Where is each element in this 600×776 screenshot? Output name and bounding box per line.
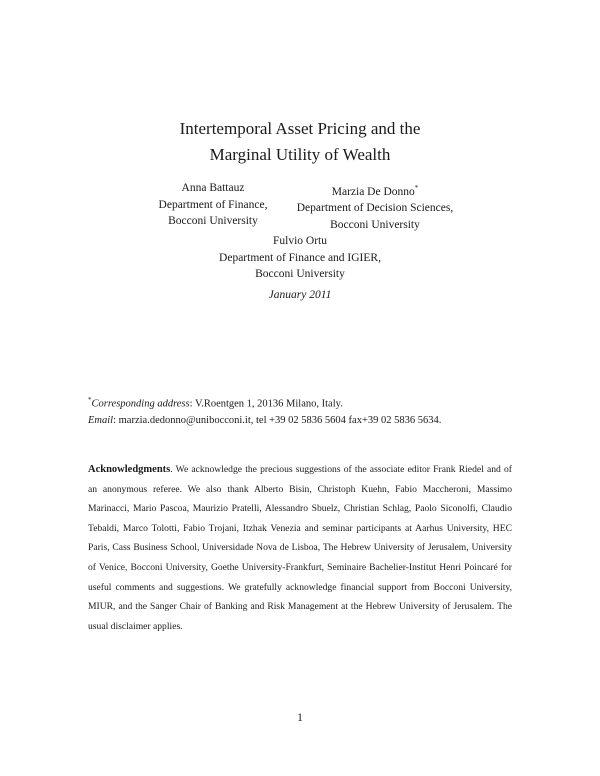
author-affiliation: Department of Finance, [158,198,268,211]
author-name-line [283,180,467,200]
address-label: Corresponding address [91,398,190,410]
page-number: 1 [297,712,303,724]
author-affiliation: Department of Decision Sciences, [296,202,454,215]
email-label: Email [88,415,114,426]
footnote-email [88,410,518,432]
author-name: Anna Battauz [181,182,245,194]
author-affiliation: Department of Finance and IGIER, [219,251,381,264]
address-text: : V.Roentgen 1, 20136 Milano, Italy. [189,398,343,410]
acknowledgments-text: . We acknowledge the precious suggestions of the associate editor Frank Riedel and of an anonymous referee. We also thank Alberto Bisin, Christoph Kuehn, Fabio Maccheroni, Massimo Marinacci, Mario Pascoa, Maurizio Pratelli, Alessandro Sbuelz, Christian Schlag, Paolo Siconolfi, Claudio Tebaldi, Marco Tolotti, Fabio Trojani, Itzhak Venezia and seminar participants at Aarhus University, HEC Paris, Cass Business School, Universidade Nova de Lisboa, The Hebrew University of Jerusalem, University of Venice, Bocconi University, Goethe University-Frankfurt, Seminaire Bachelier-Institut Henri Poincaré for useful comments and suggestions. We gratefully acknowledge financial support from Bocconi University, MIUR, and the Sanger Chair of Banking and Risk Management at the Hebrew University of Jerusalem. The usual disclaimer applies. [88,464,512,632]
author-institution: Bocconi University [255,268,345,280]
author-name: Marzia De Donno [331,185,415,198]
footnote-marker: * [88,396,92,404]
author-block-2 [283,180,467,233]
paper-title-line-1: Intertemporal Asset Pricing and the [179,119,421,138]
author-institution: Bocconi University [330,218,420,231]
author-institution: Bocconi University [168,215,258,227]
corresponding-marker: * [414,184,419,192]
paper-date: January 2011 [268,289,332,301]
acknowledgments-heading: Acknowledgments [88,464,171,475]
author-name: Fulvio Ortu [273,235,327,247]
email-text: : marzia.dedonno@unibocconi.it, tel +39 02 5836 5604 fax+39 02 5836 5634. [113,415,442,426]
author-block-3 [200,233,400,283]
paper-title-line-2: Marginal Utility of Wealth [209,145,391,164]
author-block-1 [138,180,288,230]
acknowledgments [88,460,512,636]
